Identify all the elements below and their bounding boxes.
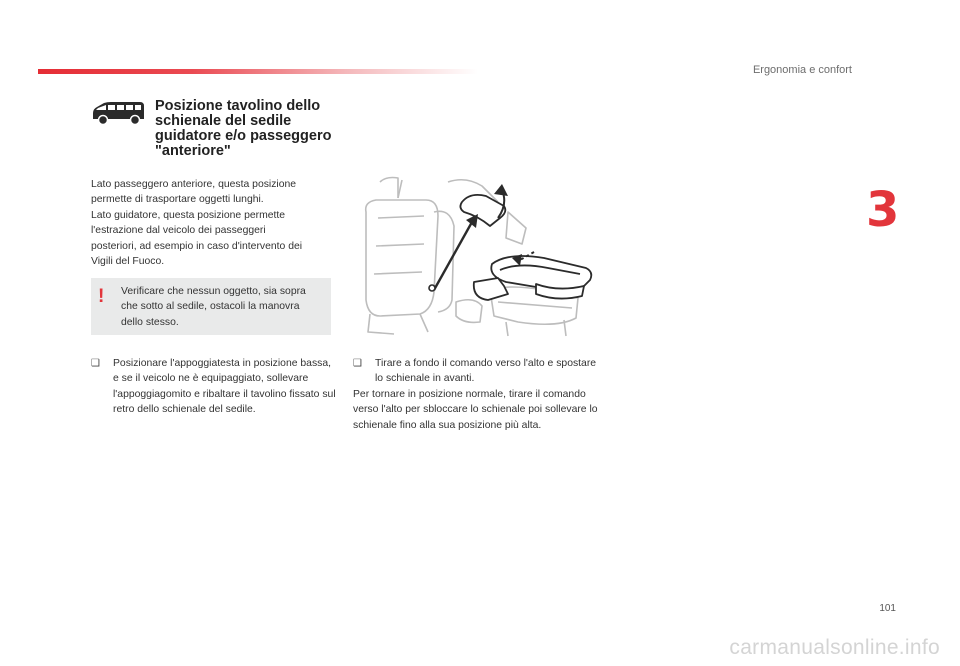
warning-box bbox=[91, 278, 331, 335]
right-column bbox=[353, 356, 598, 433]
intro-line: Vigili del Fuoco. bbox=[91, 256, 165, 268]
watermark: carmanualsonline.info bbox=[729, 636, 940, 659]
intro-line: Lato guidatore, questa posizione permette bbox=[91, 209, 286, 221]
exclamation-icon: ! bbox=[98, 286, 105, 307]
section-title: Ergonomia e confort bbox=[752, 64, 852, 76]
page-number: 101 bbox=[879, 603, 896, 614]
seat-table-illustration bbox=[358, 172, 598, 342]
intro-line: l'estrazione dal veicolo dei passeggeri bbox=[91, 225, 266, 237]
return-instructions: Per tornare in posizione normale, tirare il comando verso l'alto per sbloccare lo schienale poi sollevare lo schienale fino alla sua posizione più alta. bbox=[353, 388, 598, 431]
step-headrest bbox=[91, 356, 336, 418]
van-icon bbox=[90, 100, 146, 126]
header-accent-bar bbox=[38, 69, 478, 74]
section-heading: Posizione tavolino dello schienale del sedile guidatore e/o passeggero "anteriore" bbox=[155, 98, 332, 159]
step-text: Tirare a fondo il comando verso l'alto e spostare lo schienale in avanti. bbox=[375, 358, 597, 385]
chapter-number: 3 bbox=[866, 182, 900, 238]
intro-line: posteriori, ad esempio in caso d'intervento dei bbox=[91, 240, 303, 252]
step-text: Posizionare l'appoggiatesta in posizione bassa, e se il veicolo ne è equipaggiato, sollevare l'appoggiagomito e ribaltare il tavolino fissato sul retro dello schienale del sedile. bbox=[113, 358, 336, 416]
checkbox-bullet-icon: ❑ bbox=[91, 358, 100, 369]
intro-paragraph bbox=[91, 177, 336, 269]
warning-text: Verificare che nessun oggetto, sia sopra che sotto al sedile, ostacoli la manovra dello stesso. bbox=[121, 286, 306, 328]
checkbox-bullet-icon: ❑ bbox=[353, 358, 362, 369]
intro-line: Lato passeggero anteriore, questa posizione bbox=[91, 179, 297, 190]
intro-line: permette di trasportare oggetti lunghi. bbox=[91, 194, 264, 206]
step-pull-control bbox=[353, 356, 598, 387]
